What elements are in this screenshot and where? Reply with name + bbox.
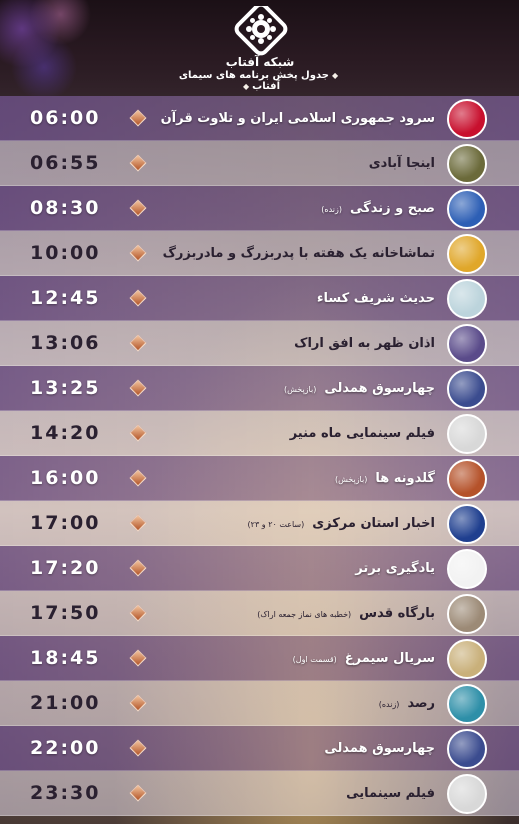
- film-reel-icon: [447, 414, 487, 454]
- village-photo-icon: [447, 144, 487, 184]
- schedule-row: [0, 186, 519, 231]
- broadcast-time: 22:00: [30, 737, 101, 759]
- program-note: (زنده): [378, 700, 400, 709]
- learning-icon: [447, 549, 487, 589]
- schedule-title: [160, 70, 360, 92]
- program-title: [335, 456, 435, 501]
- program-title-text: بارگاه قدس: [359, 606, 435, 621]
- program-title: [257, 591, 435, 636]
- broadcast-time: 10:00: [30, 242, 101, 264]
- broadcast-time: 06:55: [30, 152, 101, 174]
- broadcast-time: 06:00: [30, 107, 101, 129]
- broadcast-time: 17:20: [30, 557, 101, 579]
- program-title-text: حدیث شریف کساء: [316, 291, 435, 306]
- program-title-text: اینجا آبادی: [368, 156, 435, 171]
- schedule-row: [0, 771, 519, 816]
- program-title: [294, 321, 435, 366]
- program-title-text: چهارسوق همدلی: [324, 741, 435, 756]
- broadcast-time: 21:00: [30, 692, 101, 714]
- diamond-separator-icon: [130, 200, 147, 217]
- program-note: (بازپخش): [283, 385, 317, 394]
- broadcast-time: 23:30: [30, 782, 101, 804]
- diamond-separator-icon: [130, 695, 147, 712]
- diamond-separator-icon: [130, 650, 147, 667]
- program-title-text: تماشاخانه یک هفته با پدربزرگ و مادربزرگ: [162, 246, 435, 261]
- news-logo-icon: [447, 504, 487, 544]
- program-title-text: اذان ظهر به افق اراک: [294, 336, 435, 351]
- diamond-separator-icon: [130, 605, 147, 622]
- diamond-separator-icon: [130, 335, 147, 352]
- schedule-list: [0, 96, 519, 816]
- program-note: (بازپخش): [334, 475, 368, 484]
- diamond-separator-icon: [130, 290, 147, 307]
- program-title: [369, 141, 435, 186]
- diamond-separator-icon: [130, 515, 147, 532]
- schedule-title-text: جدول پخش برنامه های سیمای آفتاب: [178, 70, 329, 92]
- schedule-row: [0, 681, 519, 726]
- program-title: [248, 501, 435, 546]
- broadcast-time: 13:06: [30, 332, 101, 354]
- network-name: شبکه آفتاب: [225, 55, 295, 69]
- program-title: [324, 726, 435, 771]
- diamond-separator-icon: [130, 425, 147, 442]
- program-title: [161, 96, 435, 141]
- schedule-row: [0, 726, 519, 771]
- program-title: [379, 681, 435, 726]
- program-title-text: فیلم سینمایی: [346, 786, 435, 801]
- film-reel-icon: [447, 774, 487, 814]
- aftab-logo-icon: [447, 234, 487, 274]
- schedule-row: [0, 231, 519, 276]
- broadcast-time: 17:00: [30, 512, 101, 534]
- program-title-text: اخبار استان مرکزی: [312, 516, 435, 531]
- broadcast-time: 12:45: [30, 287, 101, 309]
- rasad-logo-icon: [447, 684, 487, 724]
- program-title: [346, 771, 435, 816]
- simorgh-icon: [447, 639, 487, 679]
- program-title: [163, 231, 435, 276]
- program-title-text: صبح و زندگی: [350, 201, 435, 216]
- program-title: [293, 636, 435, 681]
- schedule-row: [0, 276, 519, 321]
- schedule-row: [0, 141, 519, 186]
- broadcast-time: 14:20: [30, 422, 101, 444]
- diamond-icon: ◆: [331, 71, 339, 80]
- schedule-row: [0, 456, 519, 501]
- program-title: [355, 546, 435, 591]
- broadcast-time: 13:25: [30, 377, 101, 399]
- program-title-text: یادگیری برتر: [355, 561, 435, 576]
- broadcast-time: 18:45: [30, 647, 101, 669]
- program-title-text: رصد: [407, 696, 435, 711]
- header: [0, 0, 519, 96]
- program-note: (زنده): [321, 205, 343, 214]
- program-title-text: سرود جمهوری اسلامی ایران و تلاوت قرآن: [160, 111, 435, 126]
- diamond-separator-icon: [130, 470, 147, 487]
- diamond-separator-icon: [130, 110, 147, 127]
- shrine-icon: [447, 324, 487, 364]
- diamond-separator-icon: [130, 560, 147, 577]
- iran-flag-icon: [447, 99, 487, 139]
- program-title-text: فیلم سینمایی ماه منیر: [289, 426, 435, 441]
- morning-show-logo-icon: [447, 189, 487, 229]
- broadcast-time: 08:30: [30, 197, 101, 219]
- diamond-separator-icon: [130, 245, 147, 262]
- program-title: [290, 411, 435, 456]
- broadcast-time: 17:50: [30, 602, 101, 624]
- city-skyline-icon: [447, 369, 487, 409]
- program-note: (ساعت ۲۰ و ۲۳): [247, 520, 305, 529]
- schedule-row: [0, 546, 519, 591]
- children-photo-icon: [447, 459, 487, 499]
- program-title-text: گلدونه ها: [375, 471, 435, 486]
- program-title: [284, 366, 435, 411]
- diamond-separator-icon: [130, 155, 147, 172]
- schedule-row: [0, 636, 519, 681]
- schedule-row: [0, 411, 519, 456]
- schedule-row: [0, 321, 519, 366]
- calligraphy-icon: [447, 279, 487, 319]
- schedule-row: [0, 96, 519, 141]
- diamond-separator-icon: [130, 740, 147, 757]
- program-title: [317, 276, 435, 321]
- broadcast-time: 16:00: [30, 467, 101, 489]
- program-title-text: چهارسوق همدلی: [324, 381, 435, 396]
- cleric-photo-icon: [447, 594, 487, 634]
- aftab-logo-icon: [230, 6, 292, 58]
- program-note: (قسمت اول): [292, 655, 337, 664]
- diamond-icon: ◆: [242, 82, 250, 91]
- ornament-decoration: [0, 0, 110, 96]
- program-title-text: سریال سیمرغ: [344, 651, 435, 666]
- city-skyline-icon: [447, 729, 487, 769]
- schedule-row: [0, 501, 519, 546]
- diamond-separator-icon: [130, 785, 147, 802]
- program-title: [321, 186, 435, 231]
- diamond-separator-icon: [130, 380, 147, 397]
- program-note: (خطبه های نماز جمعه اراک): [257, 610, 352, 619]
- schedule-row: [0, 591, 519, 636]
- schedule-row: [0, 366, 519, 411]
